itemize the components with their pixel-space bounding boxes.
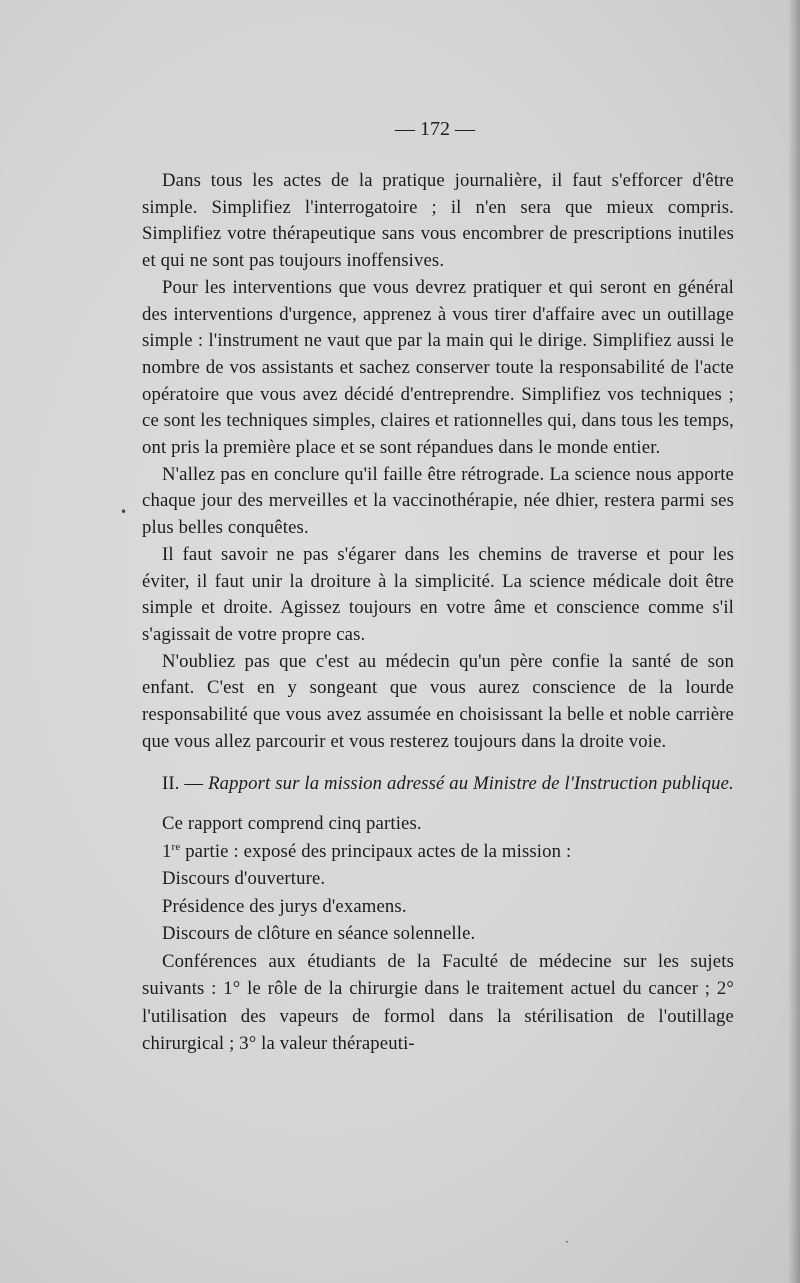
part-text: partie : exposé des principaux actes de la mission : [185, 840, 572, 862]
report-part [142, 838, 734, 866]
part-number: 1 [162, 840, 172, 862]
page-edge-shadow [788, 0, 800, 1283]
section-heading [142, 771, 734, 798]
paragraph: Il faut savoir ne pas s'égarer dans les chemins de traverse et pour les éviter, il faut unir la droiture à la simplicité. La science médicale doit être simple et droite. Agissez toujours en votre âme et conscience comme s'il s'agissait de votre propre cas. [142, 543, 734, 645]
section-number: II. — [162, 773, 204, 795]
print-speck: • [120, 505, 128, 519]
page-number: — 172 — [395, 118, 475, 140]
paragraph: N'oubliez pas que c'est au médecin qu'un père confie la santé de son enfant. C'est en y songeant que vous aurez conscience de la lourde responsabilité que vous avez assumée en choisissant la belle et noble carrière que vous allez parcourir et vous resterez toujours dans la droite voie. [142, 650, 734, 752]
paragraph: Dans tous les actes de la pratique journalière, il faut s'efforcer d'être simple. Simplifiez l'interrogatoire ; il n'en sera que mieux compris. Simplifiez votre thérapeutique sans vous encombrer de prescriptions inutiles et qui ne sont pas toujours inoffensives. [142, 170, 734, 272]
report-item: Présidence des jurys d'examens. [162, 895, 407, 917]
report-item: Discours de clôture en séance solennelle. [162, 923, 476, 945]
paragraph: Pour les interventions que vous devrez pratiquer et qui seront en général des interventions d'urgence, apprenez à vous tirer d'affaire avec un outillage simple : l'instrument ne vaut que par la main qui le dirige. Simplifiez aussi le nombre de vos assistants et sachez conserver toute la responsabilité de l'acte opératoire que vous avez décidé d'entreprendre. Simplifiez vos techniques ; ce sont les techniques simples, claires et rationnelles qui, dans tous les temps, ont pris la première place et se sont répandues dans le monde entier. [142, 276, 734, 459]
report-conferences: Conférences aux étudiants de la Faculté de médecine sur les sujets suivants : 1° le rôle de la chirurgie dans le traitement actuel du cancer ; 2° l'utilisation des vapeurs de formol dans la stérilisation de l'outillage chirurgical ; 3° la valeur thérapeuti- [142, 950, 734, 1055]
print-speck: · [565, 1235, 569, 1249]
paragraph: N'allez pas en conclure qu'il faille être rétrograde. La science nous apporte chaque jour des merveilles et la vaccinothérapie, née dhier, restera parmi ses plus belles conquêtes. [142, 463, 734, 539]
report-intro: Ce rapport comprend cinq parties. [162, 813, 422, 835]
body-text [142, 168, 734, 1058]
report-item: Discours d'ouverture. [162, 868, 326, 890]
part-ordinal: re [171, 840, 181, 853]
section-title: Rapport sur la mission adressé au Ministre de l'Instruction publique. [208, 773, 734, 795]
